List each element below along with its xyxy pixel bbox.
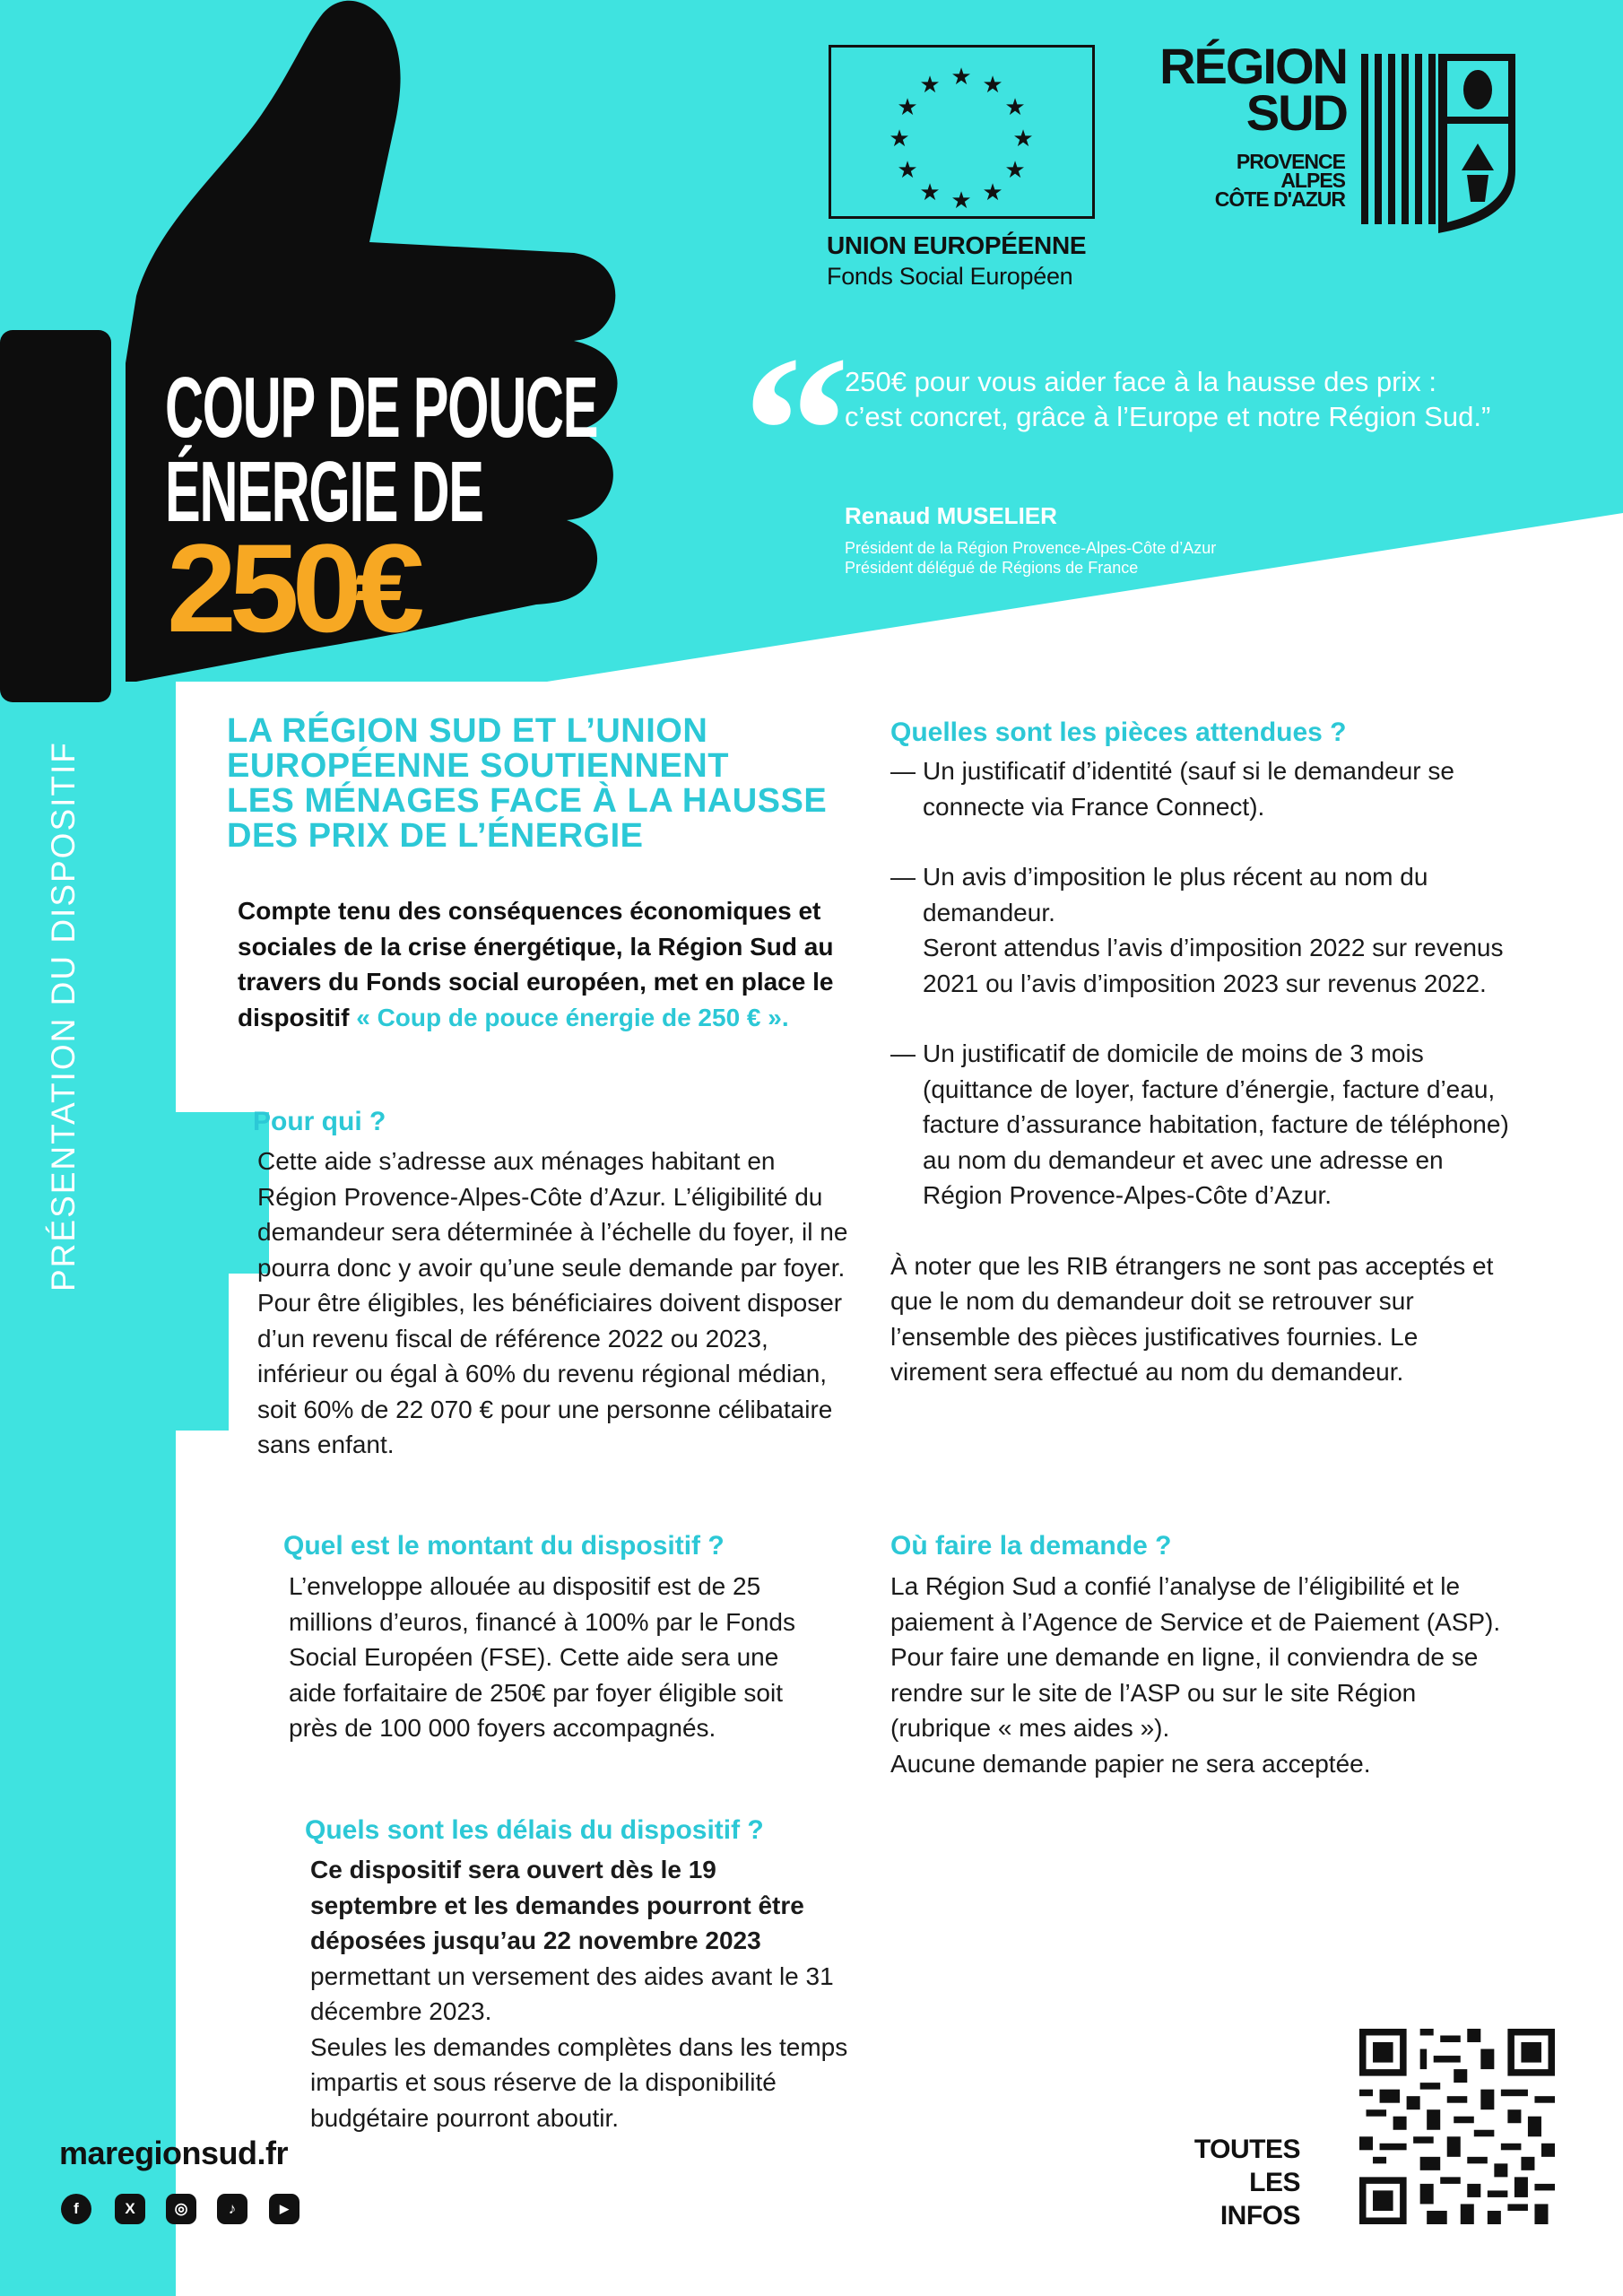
delais-text-normal: permettant un versement des aides avant le 31 décembre 2023. <box>310 1961 834 2025</box>
quote-text: 250€ pour vous aider face à la hausse des prix : c’est concret, grâce à l’Europe et notre Région Sud.” <box>845 366 1491 432</box>
info-line2: LES INFOS <box>1219 2168 1300 2231</box>
main-heading-line2: EUROPÉENNE SOUTIENNENT <box>227 747 729 785</box>
pour-qui-text: Cette aide s’adresse aux ménages habitant en Région Provence-Alpes-Côte d’Azur. L’éligibilité du demandeur sera déterminée à l’échelle du foyer, il ne pourra donc y avoir qu’une seule demande par foyer. Pour être éligibles, les bénéficiaires doivent disposer d’un revenu fiscal de référence 2022 ou 2023, inférieur ou égal à 60% du revenu régional médian, soit 60% de 22 070 € pour une personne célibataire sans enfant. <box>257 1147 848 1458</box>
pieces-heading: Quelles sont les pièces attendues ? <box>890 718 1347 747</box>
svg-text:★: ★ <box>982 179 1003 206</box>
x-twitter-icon[interactable]: X <box>115 2194 145 2224</box>
quote-role <box>845 538 1383 578</box>
eu-title: UNION EUROPÉENNE <box>827 231 1087 259</box>
svg-text:★: ★ <box>1004 94 1026 121</box>
ou-faire-text2: Pour faire une demande en ligne, il conviendra de se rendre sur le site de l’ASP ou sur le site Région (rubrique « mes aides »). <box>890 1643 1479 1742</box>
svg-text:★: ★ <box>982 72 1003 99</box>
pieces-note: À noter que les RIB étrangers ne sont pas acceptés et que le nom du demandeur doit se retrouver sur l’ensemble des pièces justificatives fournies. Le virement sera effectué au nom du demandeur. <box>890 1251 1494 1386</box>
svg-text:★: ★ <box>897 157 918 184</box>
svg-text:★: ★ <box>889 126 910 152</box>
ou-faire-text1: La Région Sud a confié l’analyse de l’éligibilité et le paiement à l’Agence de Service et de Paiement (ASP). <box>890 1572 1501 1636</box>
main-heading <box>227 714 872 854</box>
pieces-item3-text: Un justificatif de domicile de moins de 3 mois (quittance de loyer, facture d’énergie, facture d’eau, facture d’assurance habitation, facture de téléphone) au nom du demandeur et avec une adresse en Région Provence-Alpes-Côte d’Azur. <box>923 1039 1509 1209</box>
svg-text:★: ★ <box>1004 157 1026 184</box>
pieces-item2-block <box>923 859 1518 1001</box>
dash: — <box>890 757 916 785</box>
montant-heading: Quel est le montant du dispositif ? <box>283 1531 725 1561</box>
teal-left-column <box>0 664 176 2296</box>
region-title-line2: SUD <box>1245 84 1347 141</box>
pieces-item2-text: Un avis d’imposition le plus récent au nom du demandeur. <box>923 863 1428 926</box>
region-crest-icon <box>1361 54 1515 233</box>
pieces-item-domicile <box>890 1036 1518 1213</box>
dash: — <box>890 1039 916 1067</box>
hero-amount: 250€ <box>167 517 418 658</box>
eu-subtitle: Fonds Social Européen <box>827 263 1073 290</box>
qr-code-icon[interactable] <box>1359 2029 1555 2224</box>
toutes-les-infos <box>1193 2133 1300 2232</box>
pieces-list <box>890 753 1518 1390</box>
region-sud-title <box>1132 38 1347 141</box>
facebook-icon[interactable]: f <box>61 2194 91 2224</box>
youtube-icon[interactable]: ▶ <box>269 2194 299 2224</box>
eu-flag-stars-icon <box>831 48 1092 216</box>
intro-text: Compte tenu des conséquences économiques et sociales de la crise énergétique, la Région Sud au travers du Fonds social européen, met en place le dispositif <box>238 897 834 1031</box>
info-line1: TOUTES <box>1193 2135 1300 2164</box>
svg-text:★: ★ <box>950 64 972 91</box>
intro-paragraph <box>238 893 856 1035</box>
quote-role-line1: Président de la Région Provence-Alpes-Côte d’Azur <box>845 539 1217 557</box>
quote-mark: “ <box>742 311 850 550</box>
intro-highlight: « Coup de pouce énergie de 250 € ». <box>356 1003 789 1031</box>
delais-text <box>310 1852 848 2135</box>
hero-line1: COUP DE POUCE <box>165 360 598 456</box>
region-sub-line1: PROVENCE <box>1236 150 1345 173</box>
pieces-item-imposition <box>890 859 1518 1001</box>
montant-text: L’enveloppe allouée au dispositif est de 25 millions d’euros, financé à 100% par le Fonds Social Européen (FSE). Cette aide sera une aide forfaitaire de 250€ par foyer éligible soit près de 100 000 foyers accompagnés. <box>289 1572 795 1742</box>
ou-faire-heading: Où faire la demande ? <box>890 1531 1172 1561</box>
eu-flag <box>829 45 1095 219</box>
delais-text2: Seules les demandes complètes dans les temps impartis et sous réserve de la disponibilité budgétaire pourront aboutir. <box>310 2032 848 2132</box>
instagram-icon[interactable]: ◎ <box>166 2194 196 2224</box>
main-heading-line1: LA RÉGION SUD ET L’UNION <box>227 712 708 750</box>
hero-line2: ÉNERGIE DE <box>165 444 483 540</box>
region-title-line1: RÉGION <box>1159 38 1347 94</box>
region-sud-subtitle <box>1166 152 1345 209</box>
svg-text:★: ★ <box>919 179 941 206</box>
main-heading-line4: DES PRIX DE L’ÉNERGIE <box>227 817 644 855</box>
pieces-item1-text: Un justificatif d’identité (sauf si le demandeur se connecte via France Connect). <box>923 757 1454 821</box>
svg-text:★: ★ <box>950 187 972 214</box>
pour-qui-heading: Pour qui ? <box>253 1107 386 1136</box>
svg-text:★: ★ <box>897 94 918 121</box>
ou-faire-text3: Aucune demande papier ne sera acceptée. <box>890 1749 1371 1778</box>
delais-text-bold: Ce dispositif sera ouvert dès le 19 septembre et les demandes pourront être déposées jusqu’au 22 novembre 2023 <box>310 1856 804 1954</box>
delais-heading: Quels sont les délais du dispositif ? <box>305 1815 764 1845</box>
svg-text:★: ★ <box>919 72 941 99</box>
pieces-item2-extra: Seront attendus l’avis d’imposition 2022 sur revenus 2021 ou l’avis d’imposition 2023 sur revenus 2022. <box>923 934 1504 997</box>
dash: — <box>890 863 916 891</box>
main-heading-line3: LES MÉNAGES FACE À LA HAUSSE <box>227 782 828 820</box>
pieces-item-identite <box>890 753 1518 824</box>
quote-author: Renaud MUSELIER <box>845 502 1057 529</box>
region-sub-line2: ALPES <box>1280 169 1345 192</box>
ou-faire-text <box>890 1569 1518 1781</box>
region-sub-line3: CÔTE D'AZUR <box>1214 187 1345 211</box>
side-label: PRÉSENTATION DU DISPOSITIF <box>45 741 82 1292</box>
tiktok-icon[interactable]: ♪ <box>217 2194 247 2224</box>
svg-text:★: ★ <box>1012 126 1034 152</box>
quote-role-line2: Président délégué de Régions de France <box>845 559 1139 577</box>
website-link[interactable]: maregionsud.fr <box>59 2135 289 2171</box>
